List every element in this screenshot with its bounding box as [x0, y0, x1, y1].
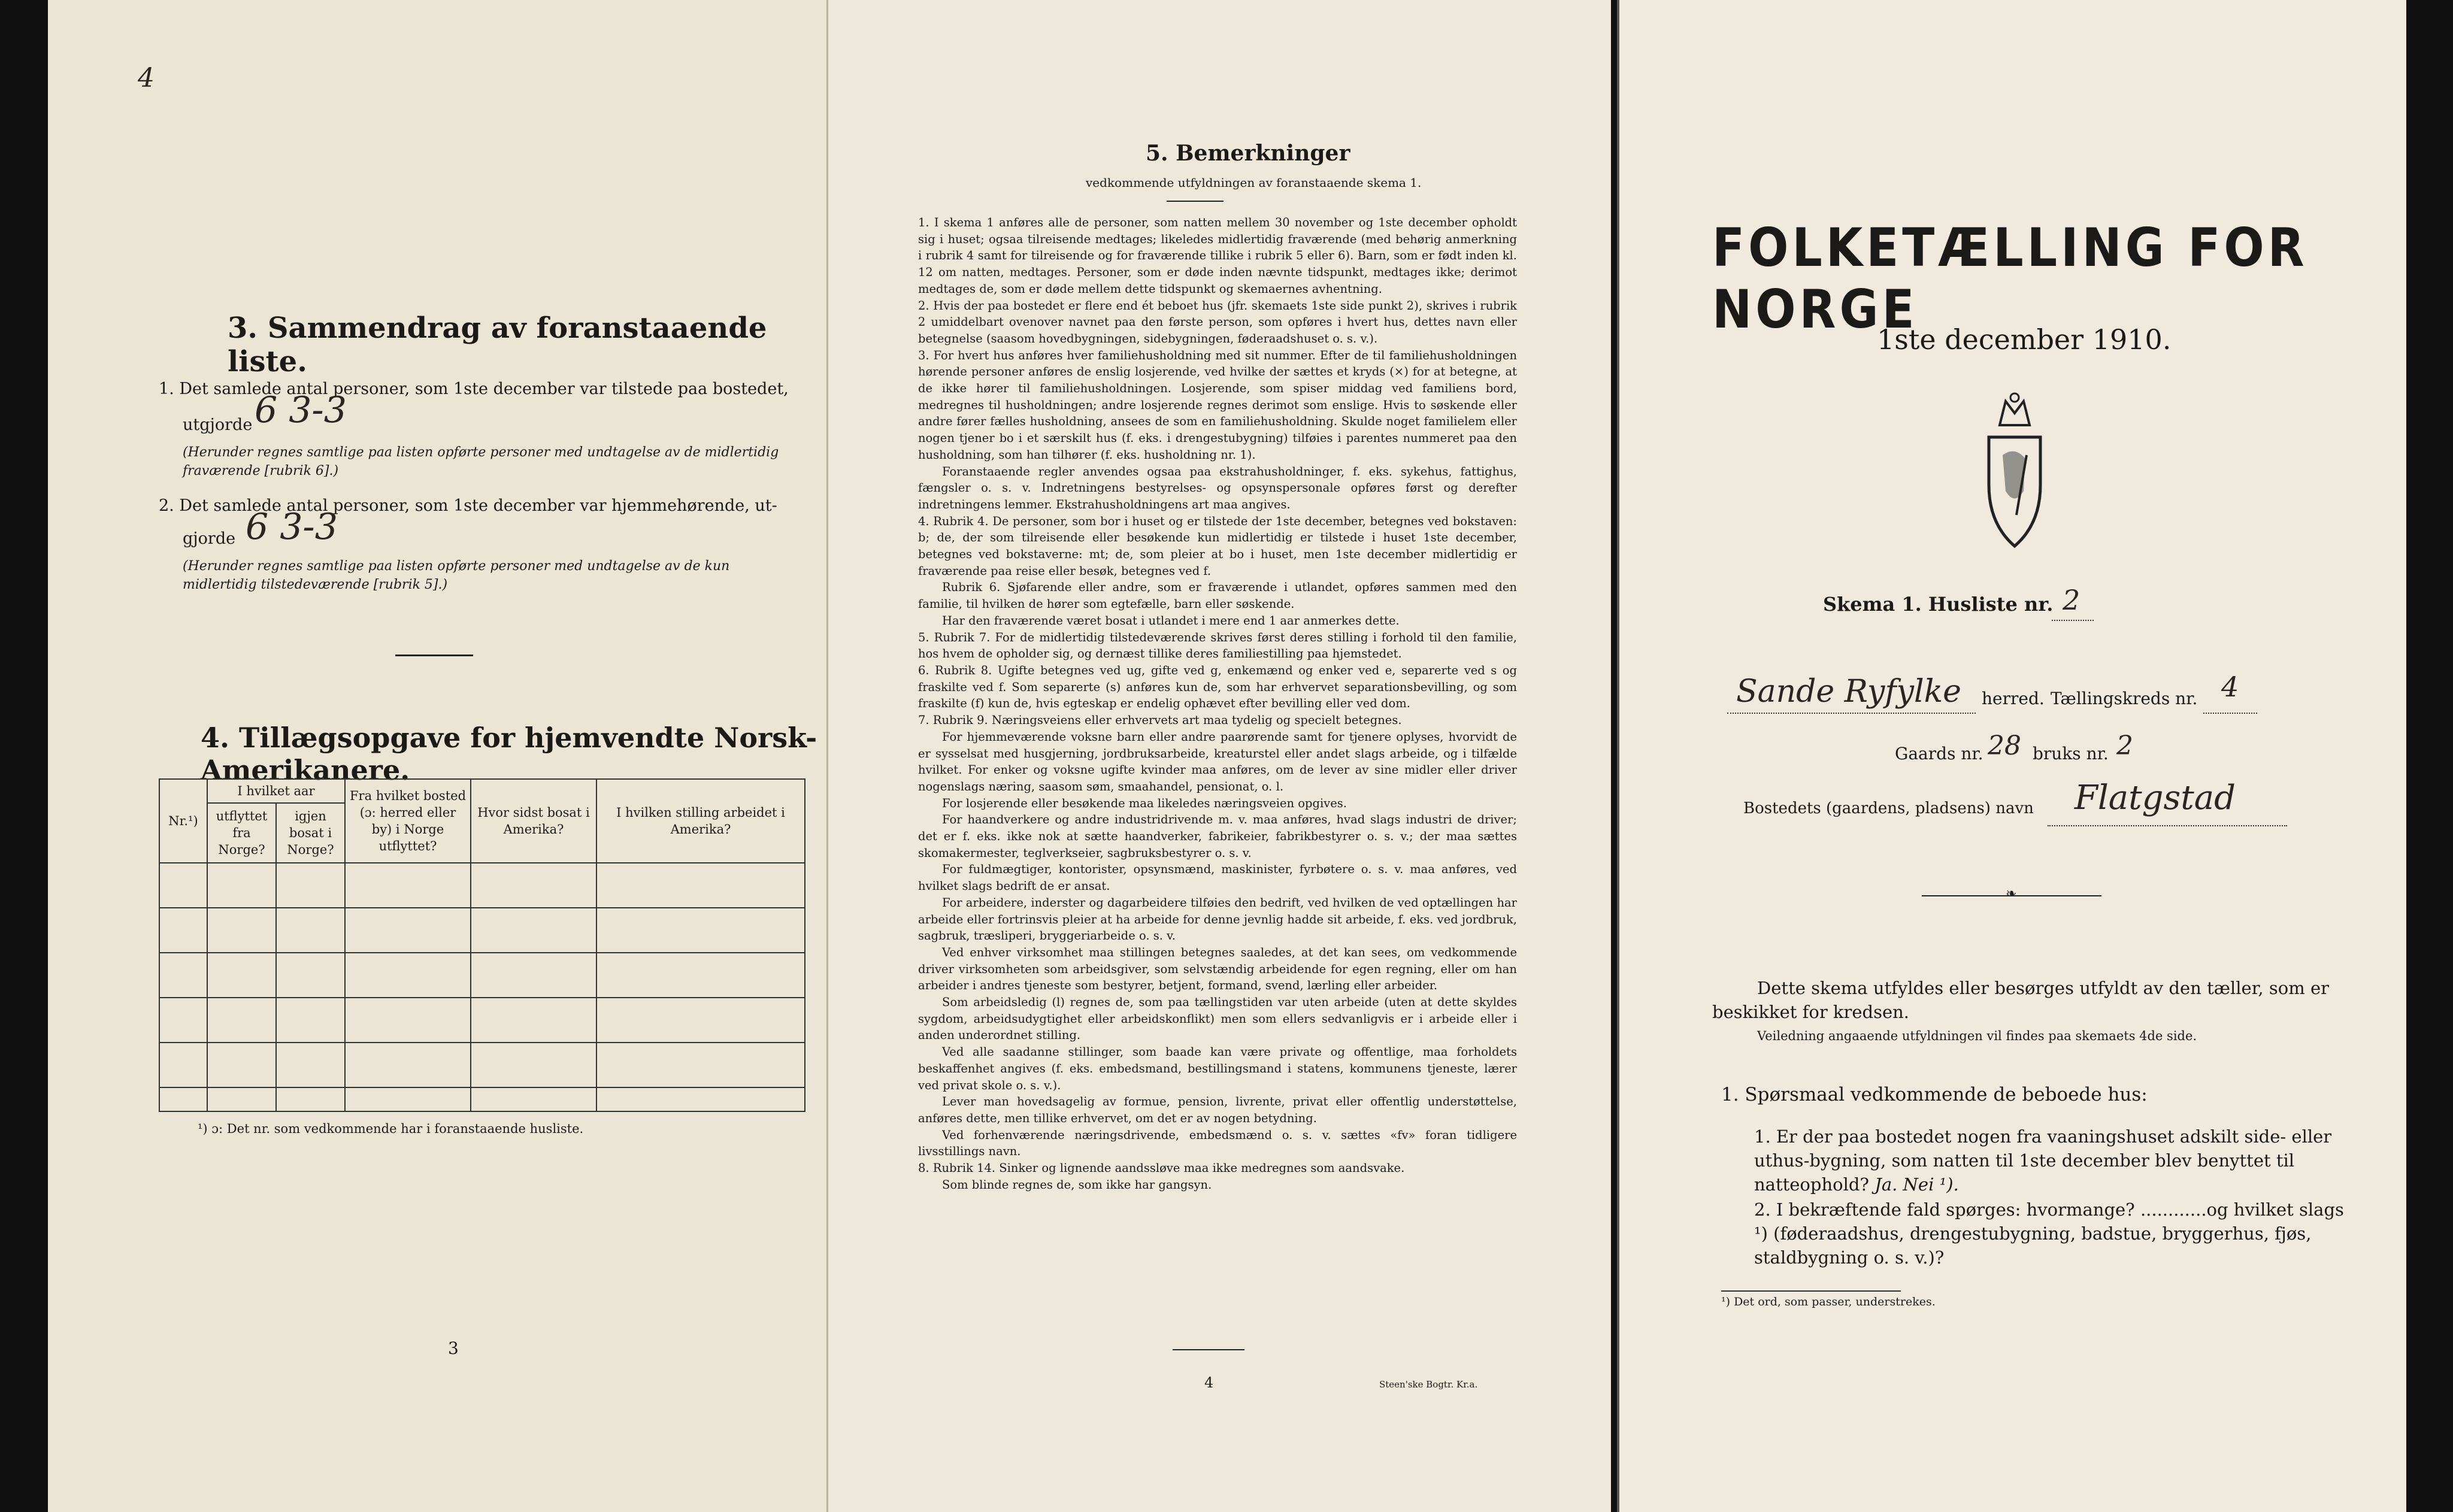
bemerkning-paragraph: Lever man hovedsagelig av formue, pension, livrente, privat eller offentlig understøttelse, anføres dette, men tillike erhvervet, om det er av nogen betydning. [918, 1095, 1517, 1125]
kreds-label: Tællingskreds nr. [2051, 689, 2198, 708]
cover-title: FOLKETÆLLING FOR NORGE [1712, 217, 2308, 340]
col-utflyttet: utflyttet fra Norge? [207, 803, 276, 863]
bemerkning-paragraph: Ved forhenværende næringsdrivende, embedsmænd o. s. v. sættes «fv» foran tidligere livsstillings navn. [918, 1128, 1517, 1159]
question-2: 2. I bekræftende fald spørges: hvormange? ............og hvilket slags ¹) (føderaadshus, drengestubygning, badstue, bryggerhus, fjøs, staldbygning o. s. v.)? [1754, 1199, 2344, 1268]
herred-line [1727, 713, 1976, 714]
footnote-rule [1721, 1290, 1901, 1292]
summary-item-2-label: gjorde [183, 529, 236, 548]
questions-heading: 1. Spørsmaal vedkommende de beboede hus: [1721, 1084, 2148, 1105]
bemerkning-paragraph: 3. For hvert hus anføres hver familiehusholdning med sit nummer. Efter de til familiehusholdningen hørende personer anføres de enslig losjerende, ved hvilke der sættes et kryds (×) for at betegne, at de ikke hører til familiehusholdningen. Losjerende, som spiser middag ved familiens bord, medregnes til husholdningen; andre losjerende regnes derimot som enslige. Hvis to søskende eller andre fører fælles husholdning, ansees de som en familiehusholdning. Skulde noget familielem eller nogen tjener bo i et særskilt hus (f. eks. i drengestubygning) tilføies i parentes nummeret paa den husholdning, som han tilhører (f. eks. husholdning nr. 1). [918, 348, 1517, 462]
question-1-text: 1. Er der paa bostedet nogen fra vaaningshuset adskilt side- eller uthus-bygning, som natten til 1ste december blev benyttet til natteophold? [1754, 1126, 2332, 1195]
bemerkning-paragraph: 8. Rubrik 14. Sinker og lignende aandssløve maa ikke medregnes som aandsvake. [918, 1161, 1405, 1175]
bosted-line [2048, 825, 2287, 826]
bemerkning-paragraph: 1. I skema 1 anføres alle de personer, som natten mellem 30 november og 1ste december opholdt sig i huset; ogsaa tilreisende medtages; likeledes midlertidig fraværende (med behørig anmerkning i rubrik 4 samt for tilreisende og for fraværende tillike i rubrik 5 eller 6). Barn, som er født inden kl. 12 om natten, medtages. Personer, som er døde inden nævnte tidspunkt, medtages ikke; derimot medtages de, som er døde mellem dette tidspunkt og skemaernes avhentning. [918, 216, 1517, 296]
bemerkning-paragraph: Som arbeidsledig (l) regnes de, som paa tællingstiden var uten arbeide (uten at dette skyldes sygdom, arbeidsudygtighet eller arbeidskonflikt) men som ellers sedvanligvis er i arbeide eller i anden underordnet stilling. [918, 995, 1517, 1043]
bemerkning-paragraph: Ved enhver virksomhet maa stillingen betegnes saaledes, at det kan sees, om vedkommende driver virksomheten som arbeidsgiver, som selvstændig arbeidende for egen regning, eller om han arbeider i andres tjeneste som bestyrer, betjent, formand, svend, lærling eller arbeider. [918, 945, 1517, 993]
section-3-title: 3. Sammendrag av foranstaaende liste. [228, 311, 767, 378]
divider [395, 655, 473, 656]
summary-item-1-value: 6 3-3 [255, 389, 347, 431]
cover-footnote: ¹) Det ord, som passer, understrekes. [1721, 1295, 1936, 1308]
page-number-3: 3 [448, 1338, 459, 1358]
intro-note: Veiledning angaaende utfyldningen vil findes paa skemaets 4de side. [1757, 1029, 2197, 1043]
schema-label: Skema 1. Husliste nr. [1823, 593, 2054, 616]
divider-ornament-icon: ❧ [2006, 886, 2017, 901]
question-1 [1754, 1125, 2347, 1196]
bemerkninger-subtitle: vedkommende utfyldningen av foranstaaende skema 1. [1086, 175, 1422, 190]
herred-value: Sande Ryfylke [1736, 674, 1961, 710]
bemerkning-paragraph: 7. Rubrik 9. Næringsveiens eller erhvervets art maa tydelig og specielt betegnes. [918, 713, 1402, 728]
summary-item-1-label: utgjorde [183, 416, 253, 434]
bemerkning-paragraph: Ved alle saadanne stillinger, som baade kan være private og offentlige, maa forholdets beskaffenhet angives (f. eks. embedsmand, bestillingsmand i statens, kommunens tjeneste, lærer ved privat skole o. s. v.). [918, 1045, 1517, 1092]
middle-page [826, 0, 1611, 1512]
printer-mark: Steen'ske Bogtr. Kr.a. [1379, 1379, 1478, 1390]
kreds-line [2203, 713, 2257, 714]
bemerkning-paragraph: Rubrik 6. Sjøfarende eller andre, som er fraværende i utlandet, opføres sammen med den familie, til hvilken de hører som egtefælle, barn eller søskende. [918, 580, 1517, 611]
bemerkning-paragraph: 2. Hvis der paa bostedet er flere end ét beboet hus (jfr. skemaets 1ste side punkt 2), skrives i rubrik 2 umiddelbart ovenover navnet paa den første person, som opføres i hvert hus, dettes navn eller betegnelse (saasom hovedbygningen, sidebygningen, føderaadshuset o. s. v.). [918, 298, 1517, 346]
bruks-value: 2 [2116, 731, 2133, 761]
gaards-value: 28 [1988, 731, 2021, 761]
corner-mark: 4 [138, 63, 155, 93]
col-nr: Nr.¹) [159, 779, 207, 863]
norsk-amerikanere-table [159, 778, 805, 1112]
bruks-label: bruks nr. [2033, 744, 2109, 763]
question-1-answer: Ja. Nei ¹). [1874, 1174, 1959, 1195]
table-row [159, 998, 805, 1043]
bemerkning-paragraph: 6. Rubrik 8. Ugifte betegnes ved ug, gifte ved g, enkemænd og enker ved e, separerte ved s og fraskilte ved f. Som separerte (s) anføres kun de, som har erhvervet separationsbevilling, og som fraskilte (f) kun de, hvis egteskap er endelig ophævet efter bevilling eller ved dom. [918, 663, 1517, 711]
cover-date: 1ste december 1910. [1877, 323, 2172, 356]
page-number-4: 4 [1204, 1374, 1214, 1391]
bosted-label: Bostedets (gaardens, pladsens) navn [1743, 799, 2034, 817]
bemerkning-paragraph: Som blinde regnes de, som ikke har gangsyn. [942, 1177, 1212, 1192]
summary-item-2-note: (Herunder regnes samtlige paa listen opførte personer med undtagelse av de kun midlertidig tilstedeværende [rubrik 5].) [183, 559, 730, 592]
bemerkning-paragraph: 4. Rubrik 4. De personer, som bor i huset og er tilstede der 1ste december, betegnes ved bokstaven: b; de, der som tilreisende eller besøkende kun midlertidig er tilstede i huset 1ste december, betegnes ved bokstaverne: mt; de, som pleier at bo i huset, men 1ste december midlertidig er fraværende paa reise eller besøk, betegnes ved f. [918, 514, 1517, 578]
herred-label: herred. [1982, 689, 2045, 708]
col-stilling: I hvilken stilling arbeidet i Amerika? [596, 779, 805, 863]
bemerkning-paragraph: For arbeidere, inderster og dagarbeidere tilføies den bedrift, ved hvilken de ved optællingen har arbeide eller fortrinsvis pleier at ha arbeide for denne jevnlig hadde sit arbeide, f. eks. ved jordbruk, sagbruk, træsliperi, bryggeriarbeide o. s. v. [918, 895, 1517, 943]
left-page [48, 0, 826, 1512]
bemerkninger-list [918, 214, 1517, 1193]
schema-line [2052, 620, 2094, 621]
bemerkning-paragraph: For losjerende eller besøkende maa likeledes næringsveien opgives. [942, 796, 1347, 810]
intro-text: Dette skema utfyldes eller besørges utfyldt av den tæller, som er beskikket for kredsen. [1712, 978, 2329, 1022]
summary-item-2-value: 6 3-3 [246, 506, 338, 548]
bemerkninger-title: 5. Bemerkninger [1146, 141, 1350, 166]
table-row [159, 1043, 805, 1087]
table-row [159, 1087, 805, 1111]
gaards-label: Gaards nr. [1895, 744, 1983, 763]
divider [1173, 1349, 1244, 1350]
cover-page [1617, 0, 2406, 1512]
kreds-value: 4 [2221, 671, 2239, 703]
table-footnote: ¹) ɔ: Det nr. som vedkommende har i foranstaaende husliste. [198, 1122, 584, 1136]
col-sidst-bosat: Hvor sidst bosat i Amerika? [471, 779, 596, 863]
section-4-title: 4. Tillægsopgave for hjemvendte Norsk-Amerikanere. [201, 722, 817, 786]
bemerkning-paragraph: Foranstaaende regler anvendes ogsaa paa ekstrahusholdninger, f. eks. sykehus, fattighus, fængsler o. s. v. Indretningens bestyrelses- og opsynspersonale opføres først og derefter indretningens lemmer. Ekstrahusholdningens art maa angives. [918, 464, 1517, 511]
bemerkning-paragraph: Har den fraværende været bosat i utlandet i mere end 1 aar anmerkes dette. [942, 613, 1400, 628]
col-igjen-bosat: igjen bosat i Norge? [276, 803, 345, 863]
bosted-value: Flatgstad [2075, 778, 2236, 817]
summary-item-2: 2. Det samlede antal personer, som 1ste december var hjemmehørende, ut- [159, 496, 777, 515]
divider [1167, 201, 1224, 202]
bemerkning-paragraph: For fuldmægtiger, kontorister, opsynsmænd, maskinister, fyrbøtere o. s. v. maa anføres, ved hvilket slags bedrift de er ansat. [918, 862, 1517, 893]
table-row [159, 953, 805, 998]
schema-value: 2 [2063, 584, 2080, 616]
bemerkning-paragraph: 5. Rubrik 7. For de midlertidig tilstedeværende skrives først deres stilling i forhold til den familie, hos hvem de opholder sig, og dernæst tillike deres familiestilling paa hjemstedet. [918, 630, 1517, 661]
summary-item-1: 1. Det samlede antal personer, som 1ste december var tilstede paa bostedet, [159, 380, 789, 398]
table-row [159, 863, 805, 908]
bemerkning-paragraph: For hjemmeværende voksne barn eller andre paarørende samt for tjenere oplyses, hvorvidt de er sysselsat med husgjerning, jordbruksarbeide, kreaturstel eller andet slags arbeide, og i tilfælde hvilket. For enker og voksne ugifte kvinder maa anføres, om de lever av sine midler eller driver nogenslags næring, saasom søm, smaahandel, pensionat, o. l. [918, 729, 1517, 793]
col-fra-bosted: Fra hvilket bosted (ɔ: herred eller by) i Norge utflyttet? [345, 779, 471, 863]
summary-item-1-note: (Herunder regnes samtlige paa listen opførte personer med undtagelse av de midlertidig fraværende [rubrik 6].) [183, 445, 779, 478]
coat-of-arms-icon [1982, 389, 2048, 551]
bemerkning-paragraph: For haandverkere og andre industridrivende m. v. maa anføres, hvad slags industri de driver; det er f. eks. ikke nok at sætte haandverker, fabrikeier, fabrikbestyrer o. s. v.; der maa sættes skomakermester, teglverkseier, sagbruksbestyrer o. s. v. [918, 813, 1517, 860]
table-row [159, 908, 805, 953]
col-group: I hvilket aar [207, 779, 345, 803]
